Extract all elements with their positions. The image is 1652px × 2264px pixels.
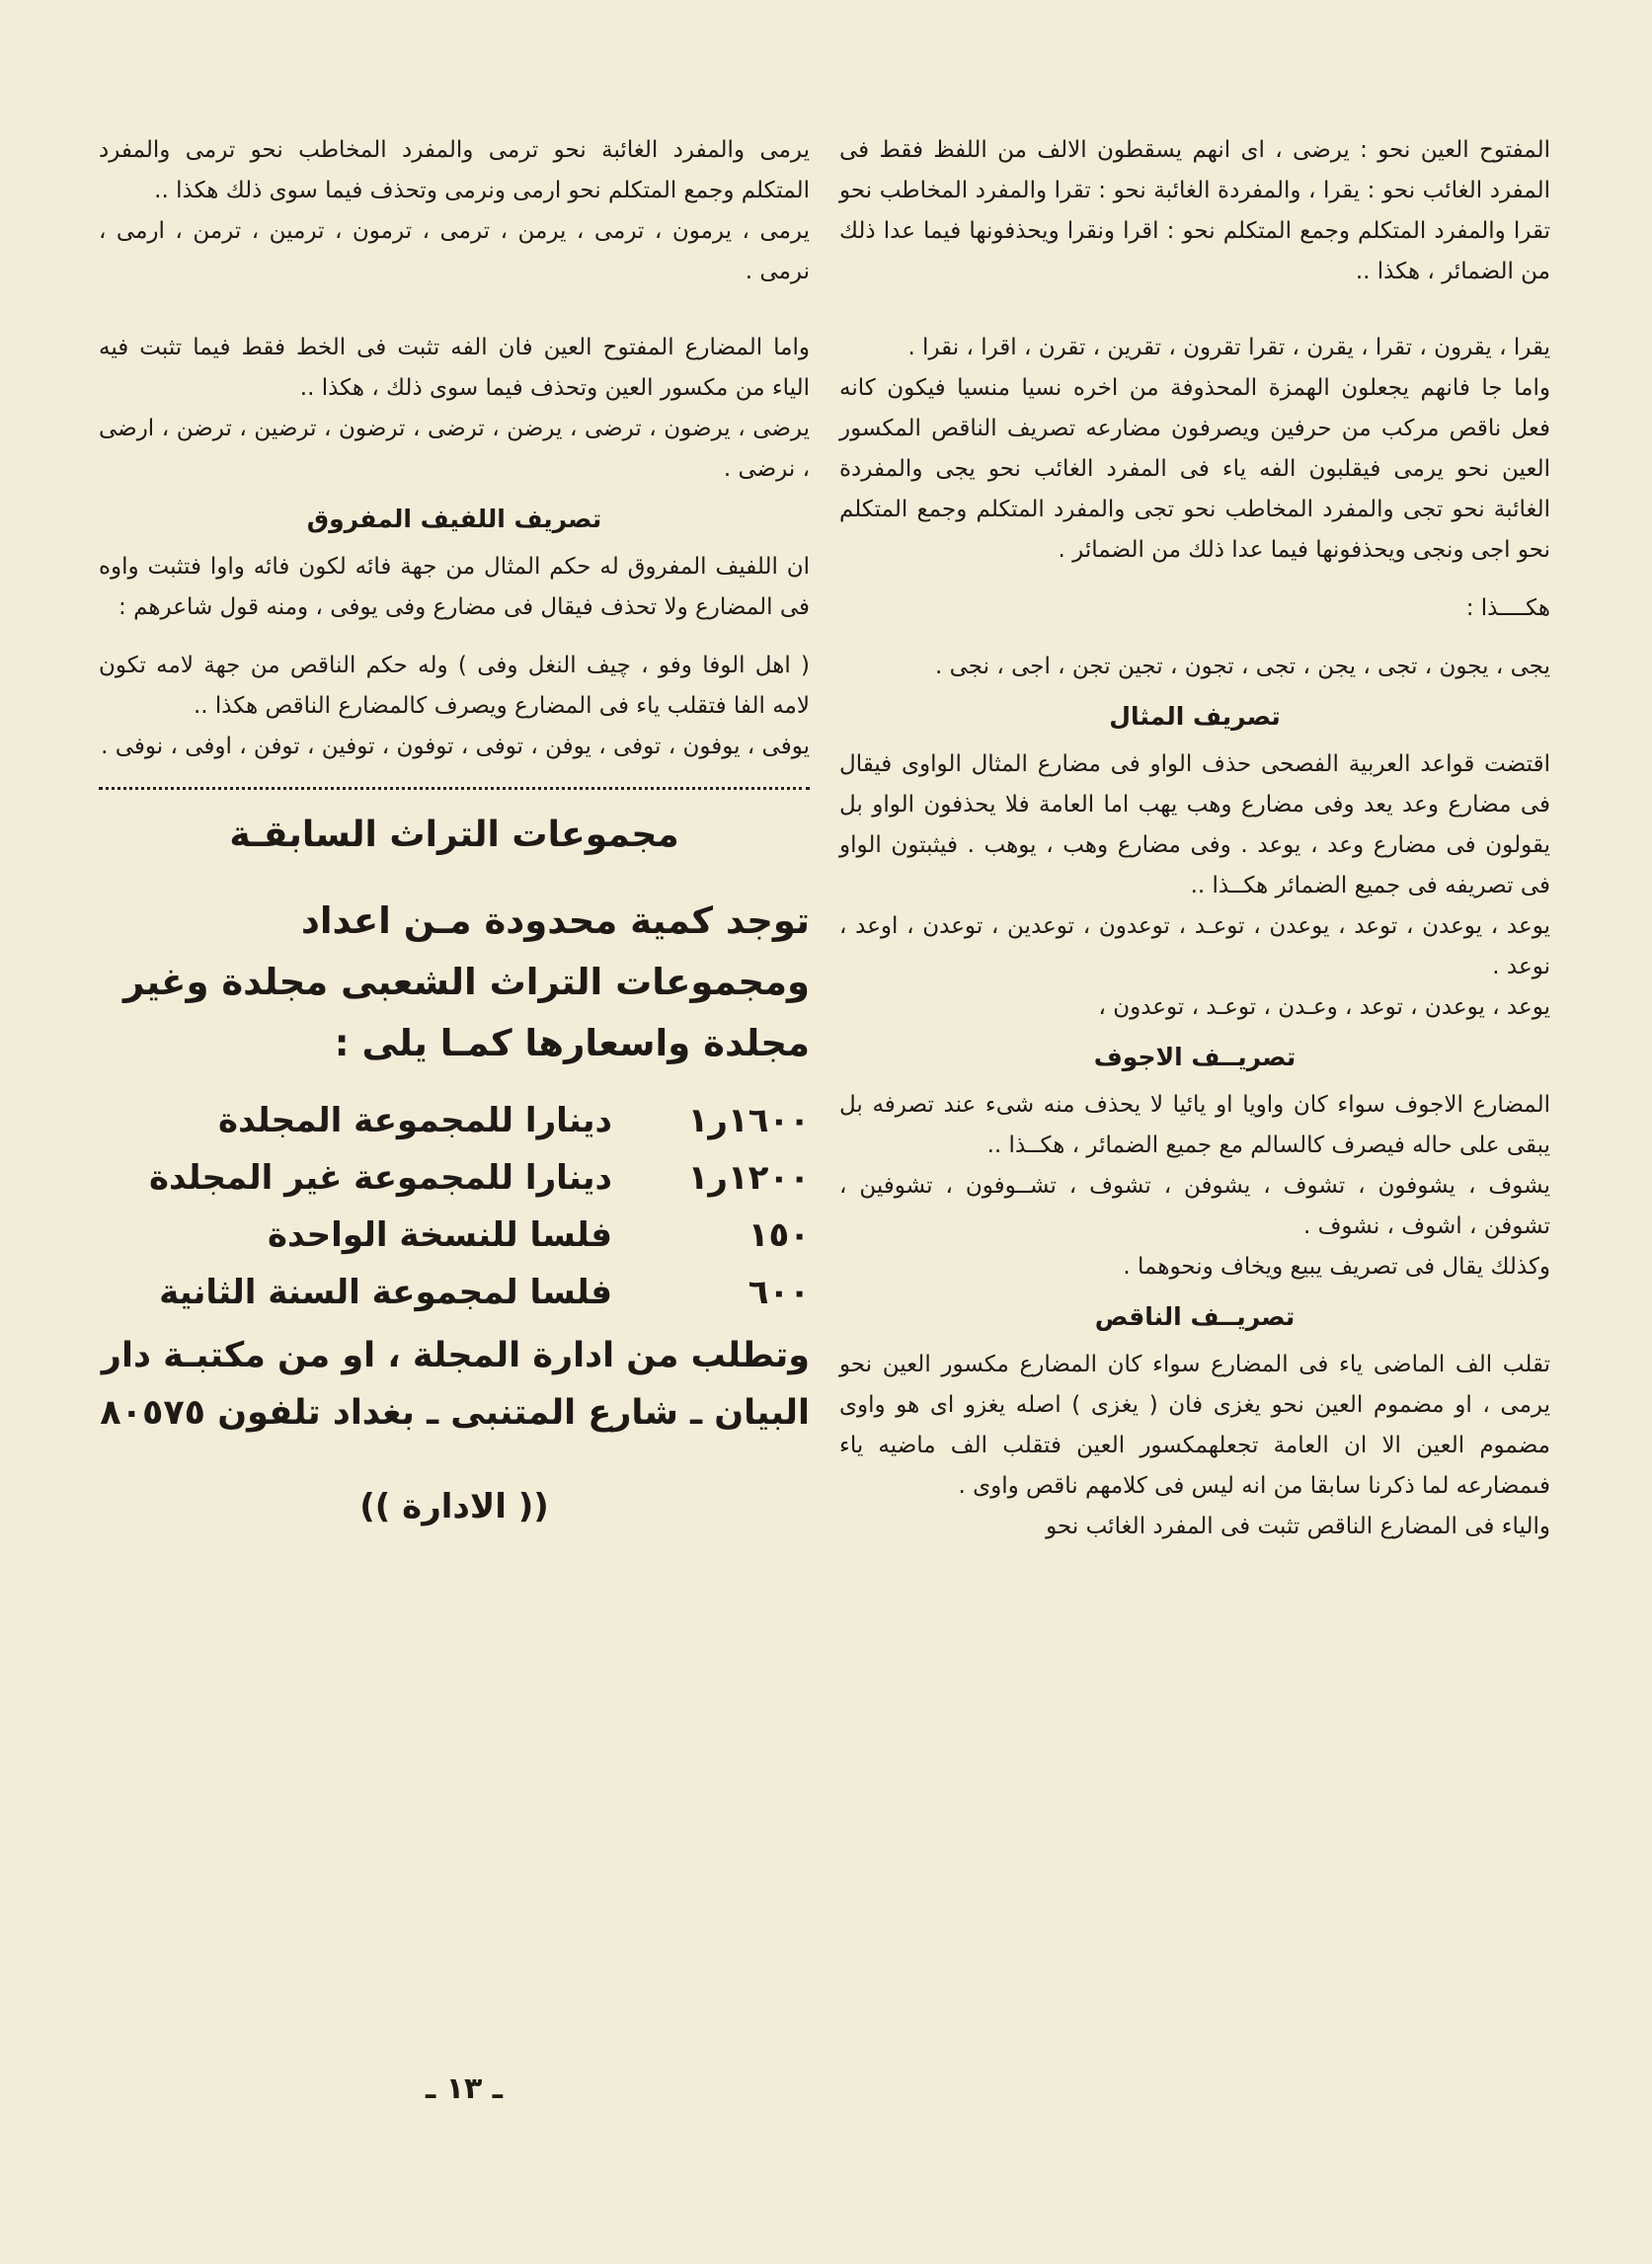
price-description: فلسا للنسخة الواحدة (267, 1215, 612, 1255)
conjugation-list: يجى ، يجون ، تجى ، يجن ، تجى ، تجون ، تجين تجن ، اجى ، نجى . (935, 654, 1550, 679)
paragraph: المفتوح العين نحو : يرضى ، اى انهم يسقطون الالف من اللفظ فقط فى المفرد الغائب نحو : يقرا ، والمفردة الغائبة نحو : تقرا والمفرد المخاطب نحو تقرا والمفرد المتكلم وجمع المتكلم نحو : اقرا ونقرا ويحذفونها فيما عدا ذلك من الضمائر ، هكذا .. (839, 137, 1550, 284)
paragraph: ( اهل الوفا وفو ، چيف النغل وفى ) وله حكم الناقص من جهة لامه تكون لامه الفا فتقلب ياء فى المضارع ويصرف كالمضارع الناقص هكذا .. (99, 653, 810, 719)
price-description: دينارا للمجموعة غير المجلدة (148, 1158, 612, 1198)
page-number: ـ ١٣ ـ (425, 2071, 504, 2106)
right-column (839, 130, 1550, 1547)
price-row (99, 1092, 810, 1149)
section-heading: تصريــف الناقص (1094, 1302, 1296, 1331)
section-heading: تصريف المثال (1109, 702, 1281, 731)
left-column (99, 130, 810, 1536)
price-amount: ١٥٠ (747, 1215, 810, 1255)
price-row (99, 1264, 810, 1321)
dotted-divider (99, 787, 810, 790)
price-amount: ١٢٠٠ر١ (687, 1158, 810, 1198)
conjugation-list: يرمى ، يرمون ، ترمى ، يرمن ، ترمى ، ترمون ، ترمين ، ترمن ، ارمى ، نرمى . (99, 218, 810, 284)
section-heading: تصريــف الاجوف (1093, 1043, 1297, 1071)
paragraph: وكذلك يقال فى تصريف يبيع ويخاف ونحوهما . (1123, 1254, 1550, 1280)
price-amount: ٦٠٠ (747, 1273, 810, 1312)
paragraph: اقتضت قواعد العربية الفصحى حذف الواو فى مضارع المثال الواوى فيقال فى مضارع وعد يعد وفى مضارع وهب يهب اما العامة فلا يحذفون الواو بل يقولون فى مضارع وعد ، يوعد . وفى مضارع وهب ، يوهب . فيثبتون الواو فى تصريفه فى جميع الضمائر هكــذا .. (839, 751, 1550, 898)
advertisement-box (99, 806, 810, 1536)
paragraph: واما جا فانهم يجعلون الهمزة المحذوفة من اخره نسيا منسيا فيكون كانه فعل ناقص مركب من حرفين ويصرفون مضارعه تصريف الناقص المكسور العين نحو يرمى فيقلبون الفه ياء فى المفرد الغائب نحو يجى والمفردة الغائبة نحو تجى والمفرد المخاطب نحو تجى والمفرد المتكلم وجمع المتكلم نحو اجى ونجى ويحذفونها فيما عدا ذلك من الضمائر . (839, 375, 1550, 563)
ad-body: توجد كمية محدودة مـن اعداد ومجموعات التراث الشعبى مجلدة وغير مجلدة واسعارها كمـا يلى : (123, 899, 810, 1064)
paragraph: يرمى والمفرد الغائبة نحو ترمى والمفرد المخاطب نحو ترمى والمفرد المتكلم وجمع المتكلم نحو ارمى ونرمى وتحذف فيما سوى ذلك هكذا .. (99, 137, 810, 203)
conjugation-list: يوفى ، يوفون ، توفى ، يوفن ، توفى ، توفون ، توفين ، توفن ، اوفى ، نوفى . (101, 734, 810, 759)
conjugation-list: يوعد ، يوعدن ، توعد ، وعـدن ، توعـد ، توعدون ، (1098, 994, 1550, 1020)
price-description: دينارا للمجموعة المجلدة (218, 1101, 612, 1140)
price-row (99, 1207, 810, 1264)
paragraph: هكــــذا : (1465, 595, 1550, 621)
ad-signature: (( الادارة )) (359, 1487, 549, 1526)
price-description: فلسا لمجموعة السنة الثانية (159, 1273, 612, 1312)
paragraph: والياء فى المضارع الناقص تثبت فى المفرد الغائب نحو (1046, 1514, 1550, 1539)
conjugation-list: يقرا ، يقرون ، تقرا ، يقرن ، تقرا تقرون ، تقرين ، تقرن ، اقرا ، نقرا . (907, 335, 1550, 360)
ad-contact: وتطلب من ادارة المجلة ، او من مكتبـة دار البيان ـ شارع المتنبى ـ بغداد تلفون ٨٠٥٧٥ (100, 1336, 810, 1433)
paragraph: تقلب الف الماضى ياء فى المضارع سواء كان المضارع مكسور العين نحو يرمى ، او مضموم العين نحو يغزى فان ( يغزى ) اصله يغزو اى هو واوى مضموم العين الا ان العامة تجعلهمكسور العين فتقلب الف ماضيه ياء فىمضارعه لما ذكرنا سابقا من انه ليس فى كلامهم ناقص واوى . (839, 1352, 1550, 1499)
price-row (99, 1149, 810, 1207)
section-heading: تصريف اللفيف المفروق (306, 505, 602, 533)
paragraph: ان اللفيف المفروق له حكم المثال من جهة فائه لكون فائه واوا فتثبت واوه فى المضارع ولا تحذف فيقال فى مضارع وفى يوفى ، ومنه قول شاعرهم : (99, 554, 810, 620)
paragraph: واما المضارع المفتوح العين فان الفه تثبت فى الخط فقط فيما تثبت فيه الياء من مكسور العين وتحذف فيما سوى ذلك ، هكذا .. (99, 335, 810, 401)
price-amount: ١٦٠٠ر١ (687, 1101, 810, 1140)
price-list (99, 1092, 810, 1321)
paragraph: المضارع الاجوف سواء كان واويا او يائيا لا يحذف منه شىء عند تصرفه بل يبقى على حاله فيصرف كالسالم مع جميع الضمائر ، هكــذا .. (839, 1092, 1550, 1158)
ad-title: مجموعات التراث السابقـة (229, 815, 679, 855)
conjugation-list: يشوف ، يشوفون ، تشوف ، يشوفن ، تشوف ، تشــوفون ، تشوفين ، تشوفن ، اشوف ، نشوف . (839, 1173, 1550, 1239)
conjugation-list: يرضى ، يرضون ، ترضى ، يرضن ، ترضى ، ترضون ، ترضين ، ترضن ، ارضى ، نرضى . (99, 416, 810, 482)
conjugation-list: يوعد ، يوعدن ، توعد ، يوعدن ، توعـد ، توعدون ، توعدين ، توعدن ، اوعد ، نوعد . (839, 913, 1550, 979)
